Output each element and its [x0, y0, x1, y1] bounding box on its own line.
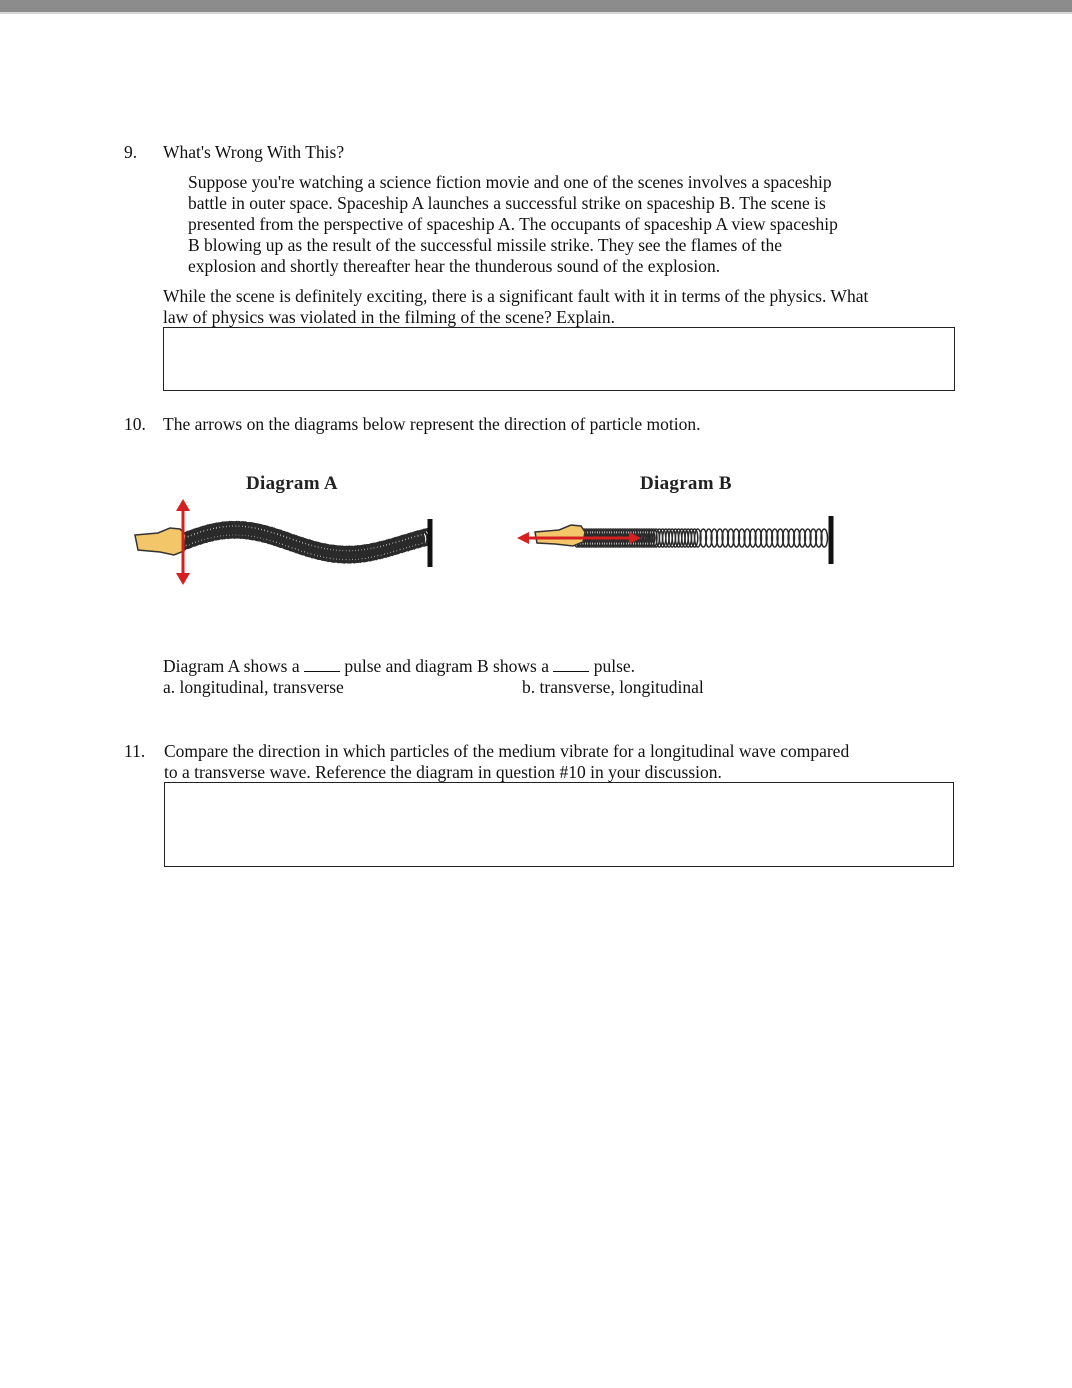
diagram-a-spring [177, 522, 431, 563]
q9-scenario-line: Suppose you're watching a science fiction movie and one of the scenes involves a spaceship [188, 172, 832, 192]
q9-answer-box[interactable] [163, 327, 955, 391]
q9-scenario-line: battle in outer space. Spaceship A launches a successful strike on spaceship B. The scene is [188, 193, 826, 213]
q10-fill-part3: pulse. [593, 656, 636, 676]
q10-blank-1[interactable] [304, 657, 340, 672]
q10-fill-part1: Diagram A shows a [163, 656, 300, 676]
q11-answer-box[interactable] [164, 782, 954, 867]
q10-option-a[interactable]: a. longitudinal, transverse [163, 677, 344, 697]
q9-scenario-line: presented from the perspective of spaceship A. The occupants of spaceship A view spaceship [188, 214, 838, 234]
diagram-a-arrow-up-head [176, 499, 190, 511]
q10-fill-part2: pulse and diagram B shows a [344, 656, 549, 676]
q9-title: What's Wrong With This? [163, 142, 345, 162]
top-border-line [0, 12, 1072, 14]
q11-prompt-line: Compare the direction in which particles of the medium vibrate for a longitudinal wave compared [164, 741, 850, 761]
q10-prompt: The arrows on the diagrams below represent the direction of particle motion. [163, 414, 701, 434]
diagram-a-title: Diagram A [246, 473, 338, 494]
top-border-bar [0, 0, 1072, 12]
q10-number: 10. [124, 414, 146, 434]
q9-scenario [188, 172, 838, 277]
q9-question-line: law of physics was violated in the filming of the scene? Explain. [163, 307, 615, 327]
q9-scenario-line: B blowing up as the result of the successful missile strike. They see the flames of the [188, 235, 783, 255]
q9-number: 9. [124, 142, 138, 162]
q9-scenario-line: explosion and shortly thereafter hear the thunderous sound of the explosion. [188, 256, 721, 276]
q10-fill-in [163, 656, 635, 677]
diagram-a-arrow-down-head [176, 573, 190, 585]
diagram-a [130, 495, 440, 590]
q11-prompt [164, 741, 849, 783]
diagram-b-title: Diagram B [640, 473, 732, 494]
q9-question [163, 286, 868, 328]
q10-blank-2[interactable] [553, 657, 589, 672]
q11-prompt-line: to a transverse wave. Reference the diagram in question #10 in your discussion. [164, 762, 722, 782]
q10-option-b[interactable]: b. transverse, longitudinal [522, 677, 704, 697]
diagram-a-hand [135, 528, 186, 555]
diagram-b-hand [535, 525, 585, 546]
q9-question-line: While the scene is definitely exciting, there is a significant fault with it in terms of the physics. What [163, 286, 869, 306]
diagram-b [515, 510, 845, 580]
q11-number: 11. [124, 741, 146, 761]
diagram-b-arrow-left-head [517, 532, 529, 544]
